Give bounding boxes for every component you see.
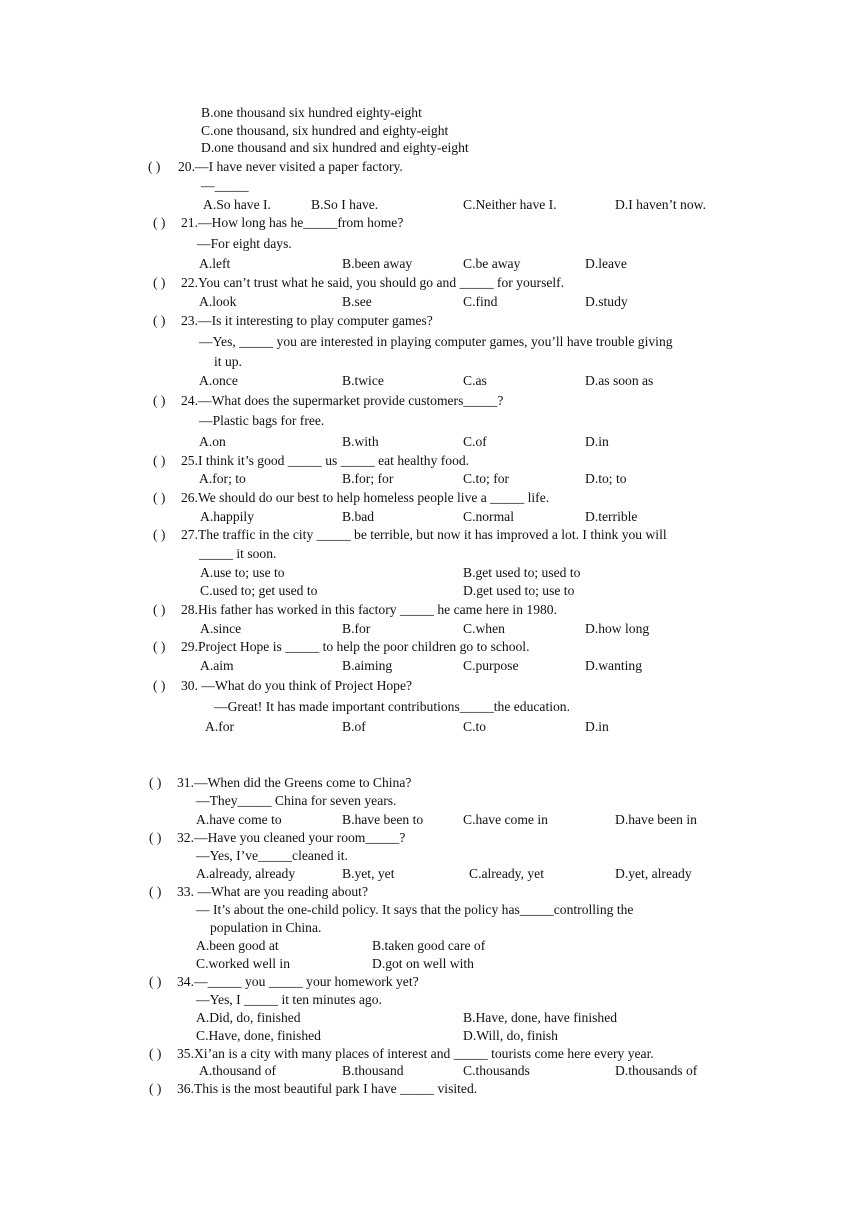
answer-blank[interactable]: ( ): [149, 830, 162, 845]
answer-blank[interactable]: ( ): [153, 453, 166, 468]
option-b[interactable]: B.been away: [342, 256, 413, 271]
option-c[interactable]: C.Have, done, finished: [196, 1028, 321, 1043]
option-d[interactable]: D.have been in: [615, 812, 697, 827]
answer-blank[interactable]: ( ): [149, 884, 162, 899]
option-c[interactable]: C.to: [463, 719, 487, 734]
option-b[interactable]: B.taken good care of: [372, 938, 486, 953]
answer-blank[interactable]: ( ): [153, 490, 166, 505]
option-c[interactable]: C.worked well in: [196, 956, 291, 971]
option-a[interactable]: A.look: [199, 294, 237, 309]
question-stem: 22.You can’t trust what he said, you should go and _____ for yourself.: [181, 275, 565, 290]
option-b[interactable]: B.of: [342, 719, 366, 734]
question-stem: 34.—_____ you _____ your homework yet?: [177, 974, 419, 989]
option-b[interactable]: B.see: [342, 294, 372, 309]
option-c[interactable]: C.find: [463, 294, 498, 309]
option-b[interactable]: B.have been to: [342, 812, 424, 827]
option-d[interactable]: D.Will, do, finish: [463, 1028, 558, 1043]
question-stem: 25.I think it’s good _____ us _____ eat healthy food.: [181, 453, 470, 468]
option-d[interactable]: D.as soon as: [585, 373, 654, 388]
option-b[interactable]: B.thousand: [342, 1063, 404, 1078]
option-c[interactable]: C.used to; get used to: [200, 583, 318, 598]
option-d[interactable]: D.in: [585, 719, 609, 734]
response-line: _____ it soon.: [199, 546, 277, 561]
option-b[interactable]: B.yet, yet: [342, 866, 395, 881]
option-c[interactable]: C.to; for: [463, 471, 510, 486]
option-b[interactable]: B.bad: [342, 509, 375, 524]
response-line: —Yes, I _____ it ten minutes ago.: [196, 992, 382, 1007]
response-line: —_____: [201, 178, 249, 193]
option-c[interactable]: C.be away: [463, 256, 521, 271]
answer-blank[interactable]: ( ): [153, 639, 166, 654]
option-a[interactable]: A.for: [205, 719, 235, 734]
option-b[interactable]: B.twice: [342, 373, 384, 388]
response-line: —Yes, I’ve_____cleaned it.: [196, 848, 348, 863]
answer-blank[interactable]: ( ): [149, 974, 162, 989]
option-a[interactable]: A.been good at: [196, 938, 279, 953]
option-d[interactable]: D.yet, already: [615, 866, 692, 881]
option-c[interactable]: C.already, yet: [469, 866, 544, 881]
option-b[interactable]: B.with: [342, 434, 379, 449]
option-d[interactable]: D.get used to; use to: [463, 583, 575, 598]
option-d[interactable]: D.got on well with: [372, 956, 474, 971]
question-stem: 32.—Have you cleaned your room_____?: [177, 830, 406, 845]
option-a[interactable]: A.thousand of: [199, 1063, 277, 1078]
option-text: B.one thousand six hundred eighty-eight: [201, 105, 422, 120]
option-c[interactable]: C.normal: [463, 509, 514, 524]
option-text: D.one thousand and six hundred and eighty-eight: [201, 140, 469, 155]
option-a[interactable]: A.for; to: [199, 471, 246, 486]
option-d[interactable]: D.study: [585, 294, 628, 309]
response-line: —Yes, _____ you are interested in playing computer games, you’ll have trouble giving: [199, 334, 673, 349]
option-b[interactable]: B.get used to; used to: [463, 565, 581, 580]
option-c[interactable]: C.when: [463, 621, 505, 636]
option-b[interactable]: B.for: [342, 621, 371, 636]
option-d[interactable]: D.to; to: [585, 471, 627, 486]
question-stem: 31.—When did the Greens come to China?: [177, 775, 412, 790]
answer-blank[interactable]: ( ): [149, 775, 162, 790]
option-c[interactable]: C.of: [463, 434, 487, 449]
answer-blank[interactable]: ( ): [153, 313, 166, 328]
option-a[interactable]: A.happily: [200, 509, 254, 524]
question-stem: 30. —What do you think of Project Hope?: [181, 678, 413, 693]
answer-blank[interactable]: ( ): [153, 275, 166, 290]
option-a[interactable]: A.aim: [200, 658, 234, 673]
option-d[interactable]: D.thousands of: [615, 1063, 698, 1078]
option-a[interactable]: A.So have I.: [203, 197, 271, 212]
question-stem: 36.This is the most beautiful park I have _____ visited.: [177, 1081, 478, 1096]
question-stem: 24.—What does the supermarket provide customers_____?: [181, 393, 504, 408]
question-stem: 27.The traffic in the city _____ be terrible, but now it has improved a lot. I think you will: [181, 527, 667, 542]
question-stem: 28.His father has worked in this factory _____ he came here in 1980.: [181, 602, 557, 617]
option-d[interactable]: D.leave: [585, 256, 627, 271]
response-line: —For eight days.: [197, 236, 292, 251]
response-line: population in China.: [210, 920, 322, 935]
option-c[interactable]: C.Neither have I.: [463, 197, 557, 212]
answer-blank[interactable]: ( ): [153, 602, 166, 617]
question-stem: 33. —What are you reading about?: [177, 884, 368, 899]
response-line: it up.: [214, 354, 242, 369]
option-c[interactable]: C.as: [463, 373, 487, 388]
option-b[interactable]: B.Have, done, have finished: [463, 1010, 618, 1025]
option-d[interactable]: D.wanting: [585, 658, 643, 673]
answer-blank[interactable]: ( ): [153, 215, 166, 230]
option-b[interactable]: B.aiming: [342, 658, 393, 673]
option-a[interactable]: A.left: [199, 256, 231, 271]
response-line: —They_____ China for seven years.: [196, 793, 397, 808]
response-line: — It’s about the one-child policy. It says that the policy has_____controlling the: [196, 902, 634, 917]
question-stem: 35.Xi’an is a city with many places of interest and _____ tourists come here every year.: [177, 1046, 654, 1061]
option-c[interactable]: C.thousands: [463, 1063, 530, 1078]
option-a[interactable]: A.use to; use to: [200, 565, 285, 580]
answer-blank[interactable]: ( ): [149, 1081, 162, 1096]
option-d[interactable]: D.terrible: [585, 509, 638, 524]
option-c[interactable]: C.have come in: [463, 812, 548, 827]
question-stem: 23.—Is it interesting to play computer games?: [181, 313, 433, 328]
option-a[interactable]: A.already, already: [196, 866, 296, 881]
answer-blank[interactable]: ( ): [148, 159, 161, 174]
question-stem: 29.Project Hope is _____ to help the poor children go to school.: [181, 639, 530, 654]
question-stem: 26.We should do our best to help homeless people live a _____ life.: [181, 490, 550, 505]
answer-blank[interactable]: ( ): [153, 393, 166, 408]
option-a[interactable]: A.since: [200, 621, 242, 636]
question-stem: 20.—I have never visited a paper factory.: [178, 159, 403, 174]
option-text: C.one thousand, six hundred and eighty-eight: [201, 123, 449, 138]
option-a[interactable]: A.once: [199, 373, 238, 388]
option-a[interactable]: A.have come to: [196, 812, 282, 827]
response-line: —Great! It has made important contributions_____the education.: [214, 699, 570, 714]
question-stem: 21.—How long has he_____from home?: [181, 215, 404, 230]
option-c[interactable]: C.purpose: [463, 658, 519, 673]
response-line: —Plastic bags for free.: [199, 413, 325, 428]
answer-blank[interactable]: ( ): [153, 678, 166, 693]
option-a[interactable]: A.Did, do, finished: [196, 1010, 301, 1025]
option-d[interactable]: D.in: [585, 434, 609, 449]
option-a[interactable]: A.on: [199, 434, 226, 449]
answer-blank[interactable]: ( ): [153, 527, 166, 542]
option-b[interactable]: B.for; for: [342, 471, 394, 486]
option-d[interactable]: D.how long: [585, 621, 650, 636]
option-d[interactable]: D.I haven’t now.: [615, 197, 706, 212]
option-b[interactable]: B.So I have.: [311, 197, 379, 212]
answer-blank[interactable]: ( ): [149, 1046, 162, 1061]
